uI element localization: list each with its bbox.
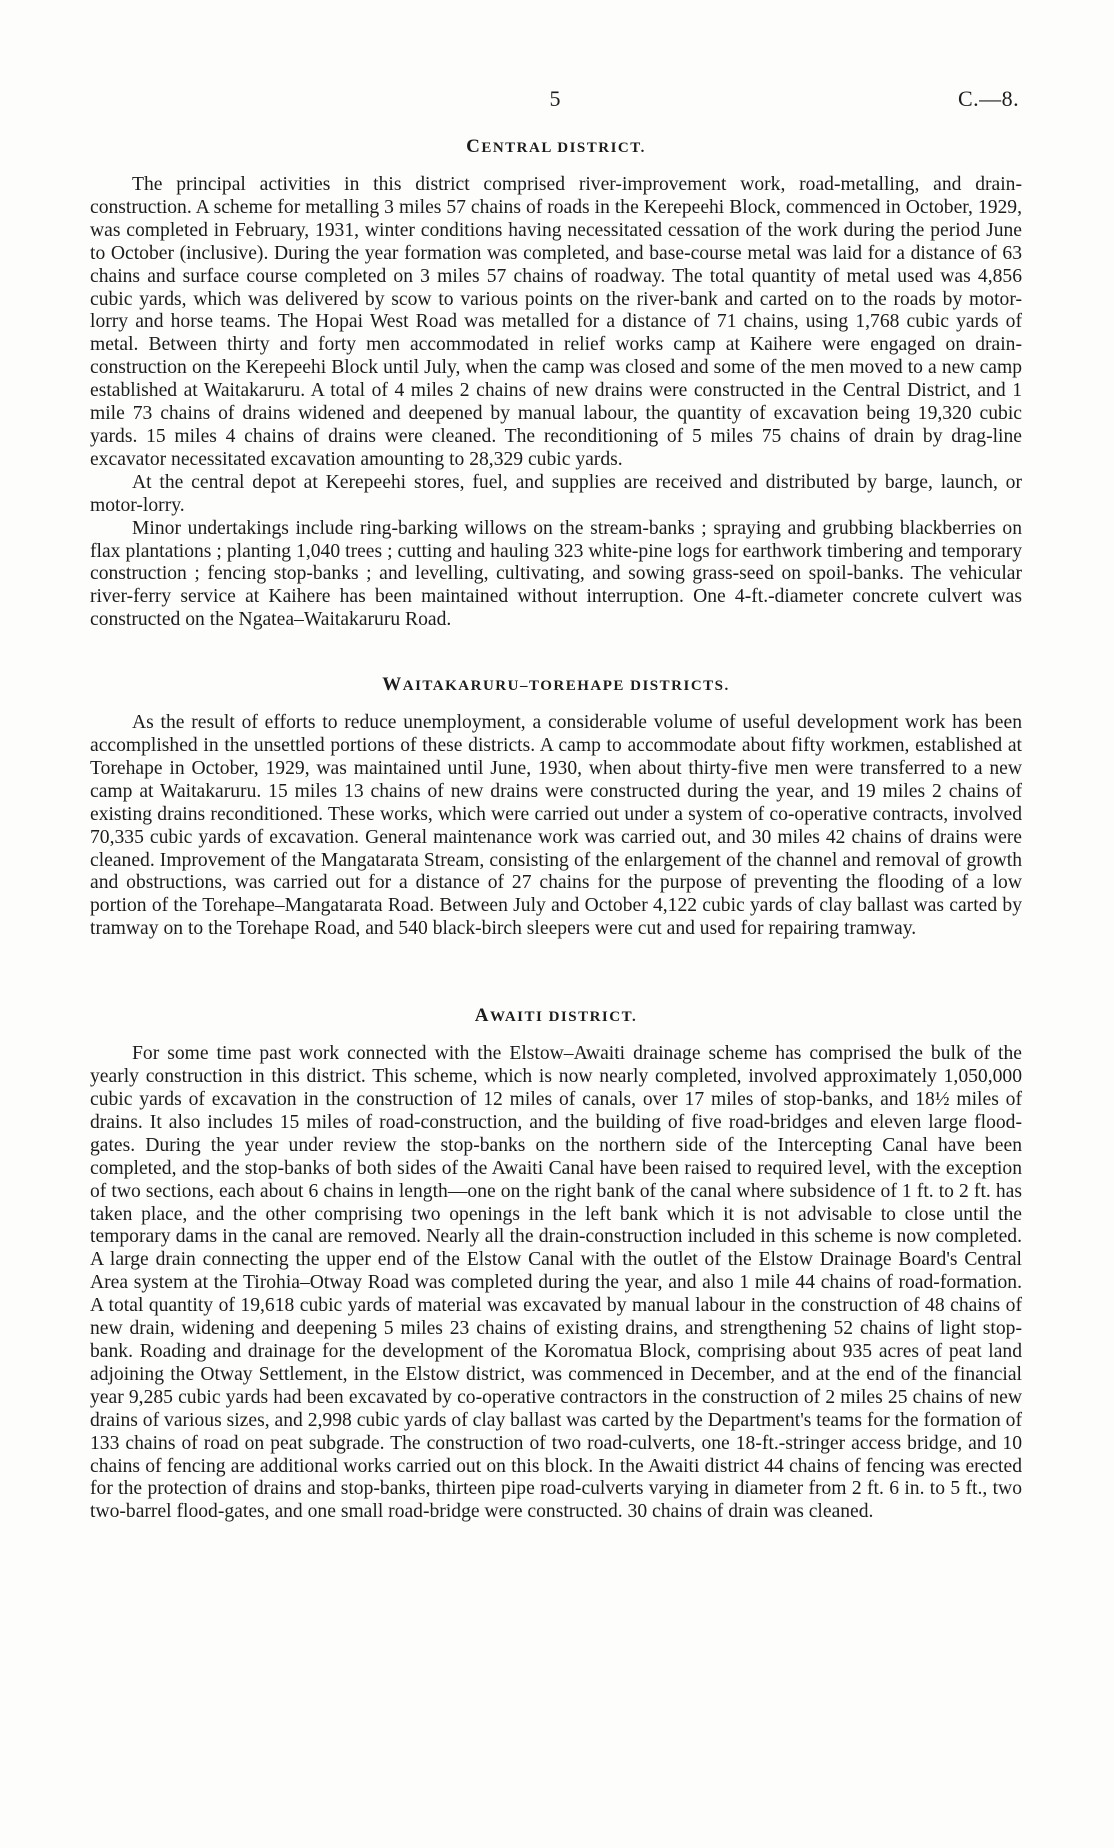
page-body bbox=[90, 136, 1022, 1524]
section-heading: AWAITI DISTRICT. bbox=[474, 1005, 638, 1027]
paragraph: As the result of efforts to reduce unemployment, a considerable volume of useful development work has been accomplished in the unsettled portions of these districts. A camp to accommodate about fifty workmen, established at Torehape in October, 1929, was maintained until June, 1930, when about thirty-five men were transferred to a new camp at Waitakaruru. 15 miles 13 chains of new drains were constructed during the year, and 19 miles 2 chains of existing drains reconditioned. These works, which were carried out under a system of co-operative contracts, involved 70,335 cubic yards of excavation. General maintenance work was carried out, and 30 miles 42 chains of drains were cleaned. Improvement of the Mangatarata Stream, consisting of the enlargement of the channel and removal of growth and obstructions, was carried out for a distance of 27 chains for the purpose of preventing the flooding of a low portion of the Torehape–Mangatarata Road. Between July and October 4,122 cubic yards of clay ballast was carted by tramway on to the Torehape Road, and 540 black-birch sleepers were cut and used for repairing tramway. bbox=[90, 712, 1022, 940]
paragraph: The principal activities in this district comprised river-improvement work, road-metalling, and drain-construction. A scheme for metalling 3 miles 57 chains of roads in the Kerepeehi Block, commenced in October, 1929, was completed in February, 1931, winter conditions having necessitated cessation of the work during the period June to October (inclusive). During the year formation was completed, and base-course metal was laid for a distance of 63 chains and surface course completed on 3 miles 57 chains of roadway. The total quantity of metal used was 4,856 cubic yards, which was delivered by scow to various points on the river-bank and carted on to the roads by motor-lorry and horse teams. The Hopai West Road was metalled for a distance of 71 chains, using 1,768 cubic yards of metal. Between thirty and forty men accommodated in relief works camp at Kaihere were engaged on drain-construction on the Kerepeehi Block until July, when the camp was closed and some of the men moved to a new camp established at Waitakaruru. A total of 4 miles 2 chains of new drains were constructed in the Central District, and 1 mile 73 chains of drains widened and deepened by manual labour, the quantity of excavation being 19,320 cubic yards. 15 miles 4 chains of drains were cleaned. The reconditioning of 5 miles 75 chains of drain by drag-line excavator necessitated excavation amounting to 28,329 cubic yards. bbox=[90, 174, 1022, 470]
page-number: 5 bbox=[549, 86, 561, 111]
section-awaiti-district bbox=[90, 1005, 1022, 1524]
paragraph: At the central depot at Kerepeehi stores, fuel, and supplies are received and distributed by barge, launch, or motor-lorry. bbox=[90, 471, 1022, 516]
document-reference: C.—8. bbox=[958, 86, 1020, 111]
section-central-district bbox=[90, 136, 1022, 632]
section-spacer bbox=[90, 632, 1022, 674]
paragraph: Minor undertakings include ring-barking willows on the stream-banks ; spraying and grubbing blackberries on flax plantations ; planting 1,040 trees ; cutting and hauling 323 white-pine logs for earthwork timbering and temporary construction ; fencing stop-banks ; and levelling, cultivating, and sowing grass-seed on spoil-banks. The vehicular river-ferry service at Kaihere has been maintained without interruption. One 4-ft.-diameter concrete culvert was constructed on the Ngatea–Waitakaruru Road. bbox=[90, 517, 1022, 631]
paragraph: For some time past work connected with the Elstow–Awaiti drainage scheme has comprised the bulk of the yearly construction in this district. This scheme, which is now nearly completed, involved approximately 1,050,000 cubic yards of excavation in the construction of 12 miles of canals, over 17 miles of stop-banks, and 18½ miles of drains. It also includes 15 miles of road-construction, and the building of five road-bridges and eleven large flood-gates. During the year under review the stop-banks on the northern side of the Intercepting Canal have been completed, and the stop-banks of both sides of the Awaiti Canal have been raised to required level, with the exception of two sections, each about 6 chains in length—one on the right bank of the canal where subsidence of 1 ft. to 2 ft. has taken place, and the other comprising two openings in the left bank which it is not advisable to close until the temporary dams in the canal are removed. Nearly all the drain-construction included in this scheme is now completed. A large drain connecting the upper end of the Elstow Canal with the outlet of the Elstow Drainage Board's Central Area system at the Tirohia–Otway Road was completed during the year, and also 1 mile 44 chains of road-formation. A total quantity of 19,618 cubic yards of material was excavated by manual labour in the construction of 48 chains of new drain, widening and deepening 5 miles 23 chains of existing drains, and strengthening 52 chains of light stop-bank. Roading and drainage for the development of the Koromatua Block, comprising about 935 acres of peat land adjoining the Otway Settlement, in the Elstow district, was commenced in December, and at the end of the financial year 9,285 cubic yards had been excavated by co-operative contractors in the construction of 2 miles 25 chains of new drains of various sizes, and 2,998 cubic yards of clay ballast was carted by the Department's teams for the formation of 133 chains of road on peat subgrade. The construction of two road-culverts, one 18-ft.-stringer access bridge, and 10 chains of fencing are additional works carried out on this block. In the Awaiti district 44 chains of fencing was erected for the protection of drains and stop-banks, thirteen pipe road-culverts varying in diameter from 2 ft. 6 in. to 5 ft., two two-barrel flood-gates, and one small road-bridge were constructed. 30 chains of drain was cleaned. bbox=[90, 1043, 1022, 1523]
section-heading: WAITAKARURU–TOREHAPE DISTRICTS. bbox=[382, 674, 730, 696]
section-waitakaruru-torehape bbox=[90, 674, 1022, 941]
section-spacer bbox=[90, 941, 1022, 1005]
section-heading: CENTRAL DISTRICT. bbox=[466, 136, 646, 157]
